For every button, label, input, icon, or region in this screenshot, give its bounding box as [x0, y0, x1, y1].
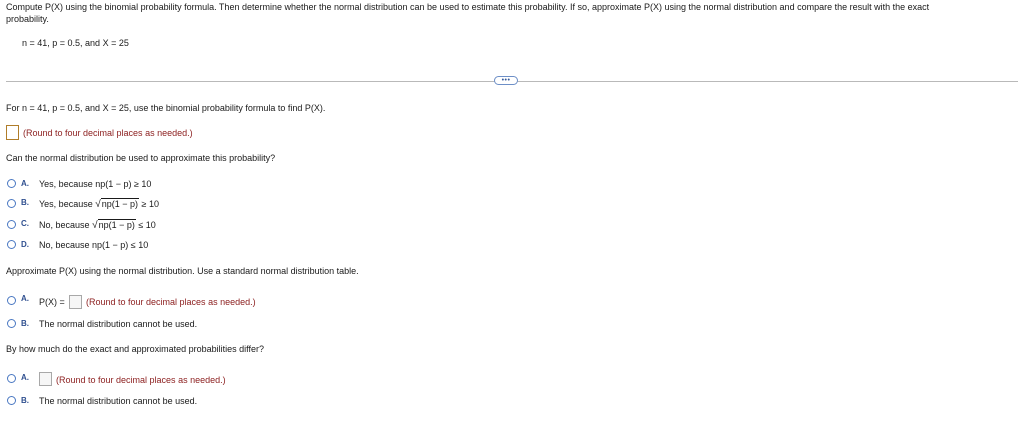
part4-option-b-text: The normal distribution cannot be used.	[39, 396, 198, 406]
part2-option-b-letter: B.	[21, 198, 29, 207]
part4-option-a-radio[interactable]	[7, 374, 16, 383]
part3-option-b-letter: B.	[21, 319, 29, 328]
part1-prompt: For n = 41, p = 0.5, and X = 25, use the binomial probability formula to find P(X).	[6, 103, 326, 113]
instruction-line-2: probability.	[6, 14, 49, 24]
part3-option-a-letter: A.	[21, 294, 29, 303]
part3-prompt: Approximate P(X) using the normal distribution. Use a standard normal distribution table.	[6, 266, 359, 276]
difference-input[interactable]	[39, 372, 52, 386]
binomial-answer-input[interactable]	[6, 125, 19, 140]
sqrt-expression	[95, 198, 139, 209]
normal-approx-input[interactable]	[69, 295, 82, 309]
part2-option-d-radio[interactable]	[7, 240, 16, 249]
part2-option-a-letter: A.	[21, 179, 29, 188]
expand-more-button[interactable]: •••	[494, 76, 518, 85]
part3-option-b-text: The normal distribution cannot be used.	[39, 319, 198, 329]
instruction-line-1: Compute P(X) using the binomial probability formula. Then determine whether the normal distribution can be used to estimate this probability. If so, approximate P(X) using the normal distribution and compare the result with the exact	[6, 2, 930, 12]
part2-option-b-suffix: ≥ 10	[141, 199, 159, 209]
part2-option-c-text	[39, 219, 156, 230]
part2-option-c-prefix: No, because	[39, 220, 90, 230]
part2-option-b-prefix: Yes, because	[39, 199, 93, 209]
part4-option-a-letter: A.	[21, 373, 29, 382]
part2-prompt: Can the normal distribution be used to approximate this probability?	[6, 153, 276, 163]
sqrt-expression	[92, 219, 136, 230]
part2-option-b-radio[interactable]	[7, 199, 16, 208]
radicand: np(1 − p)	[98, 220, 135, 230]
part2-option-c-letter: C.	[21, 219, 29, 228]
part1-hint: (Round to four decimal places as needed.)	[23, 128, 193, 138]
part2-option-b-text	[39, 198, 159, 209]
part4-option-b-letter: B.	[21, 396, 29, 405]
part4-hint: (Round to four decimal places as needed.)	[56, 375, 226, 385]
part2-option-c-suffix: ≤ 10	[138, 220, 156, 230]
part3-hint: (Round to four decimal places as needed.)	[86, 297, 256, 307]
part3-px-label: P(X) =	[39, 297, 65, 307]
part2-option-a-radio[interactable]	[7, 179, 16, 188]
part2-option-c-radio[interactable]	[7, 220, 16, 229]
part4-prompt: By how much do the exact and approximated probabilities differ?	[6, 344, 264, 354]
part3-option-a-radio[interactable]	[7, 296, 16, 305]
part2-option-a-text: Yes, because np(1 − p) ≥ 10	[39, 179, 152, 189]
radical-sign: √	[92, 220, 98, 231]
radicand: np(1 − p)	[101, 199, 139, 209]
part2-option-d-letter: D.	[21, 240, 29, 249]
part2-option-d-text: No, because np(1 − p) ≤ 10	[39, 240, 149, 250]
given-values: n = 41, p = 0.5, and X = 25	[22, 38, 129, 48]
radical-sign: √	[95, 199, 101, 210]
part3-option-b-radio[interactable]	[7, 319, 16, 328]
part4-option-b-radio[interactable]	[7, 396, 16, 405]
